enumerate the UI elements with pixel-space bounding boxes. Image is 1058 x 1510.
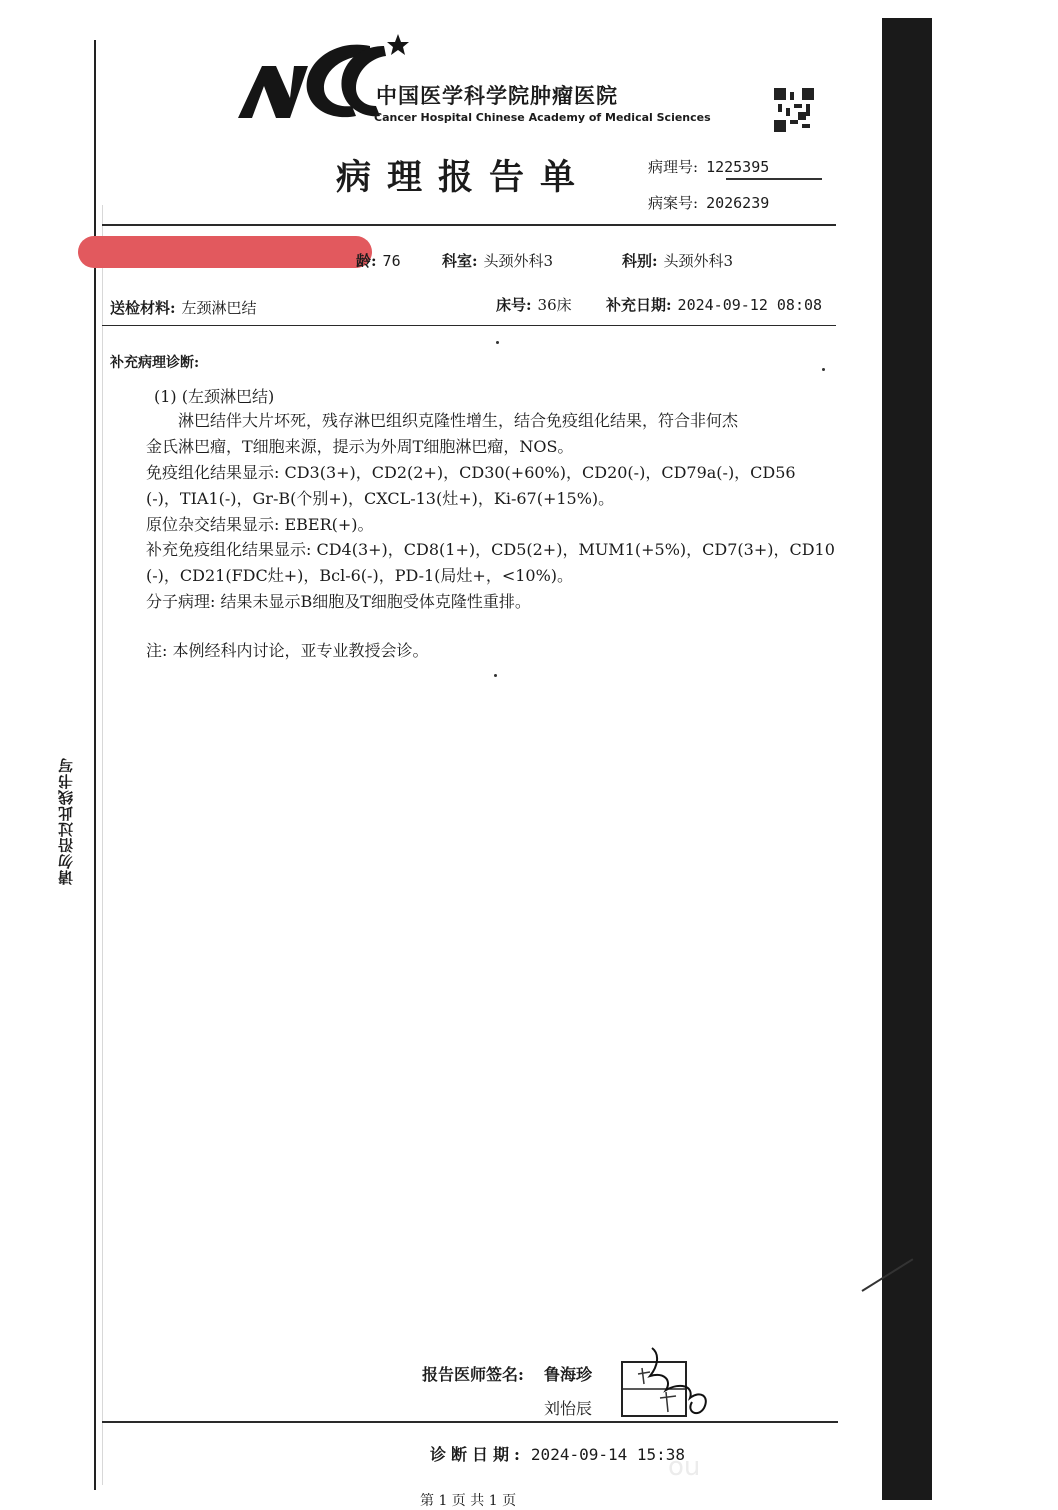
hospital-name-cn: 中国医学科学院肿瘤医院: [376, 83, 618, 108]
patient-age: 龄: 76: [356, 252, 401, 270]
diagnosis-title: 补充病理诊断:: [110, 355, 200, 371]
scan-right-margin: [932, 18, 1058, 1500]
scan-speck: [494, 674, 497, 677]
margin-warning: 请勿沿过此线书写: [57, 757, 75, 885]
qr-code-icon: [774, 88, 814, 132]
redaction-bar: [78, 236, 372, 268]
scan-speck: [496, 341, 499, 344]
case-number: [648, 192, 769, 213]
pathology-number-label: 病理号:: [648, 158, 699, 176]
pathology-number-value: 1225395: [706, 158, 770, 176]
diagnosis-note: 注: 本例经科内讨论，亚专业教授会诊。: [146, 641, 429, 660]
scan-dark-edge: [882, 18, 932, 1500]
specimen: 送检材料: 左颈淋巴结: [110, 299, 257, 317]
watermark: ou: [668, 1452, 701, 1482]
diagnosis-line: (1) (左颈淋巴结): [154, 387, 275, 406]
diagnosis-line: (-)，TIA1(-)，Gr-B(个别+)，CXCL-13(灶+)，Ki-67(+15%)。: [146, 489, 615, 508]
divider: [102, 1421, 838, 1423]
signature-label: 报告医师签名:: [422, 1365, 524, 1384]
bed-number: 床号: 36床: [496, 296, 572, 314]
diagnosis-line: (-)，CD21(FDC灶+)，Bcl-6(-)，PD-1(局灶+，<10%)。: [146, 566, 574, 585]
diagnosis-line: 分子病理: 结果未显示B细胞及T细胞受体克隆性重排。: [146, 592, 531, 611]
diagnosis-date: 诊断日期: 2024-09-14 15:38: [430, 1445, 686, 1464]
scan-speck: [822, 368, 825, 371]
page-footer: 第 1 页 共 1 页: [420, 1493, 517, 1509]
case-number-value: 2026239: [706, 194, 770, 212]
doctor-name: 鲁海珍: [544, 1365, 593, 1384]
page-title: 病理报告单: [336, 157, 592, 198]
patient-division: 科别: 头颈外科3: [622, 252, 734, 270]
diagnosis-line: 免疫组化结果显示: CD3(3+)，CD2(2+)，CD30(+60%)，CD20(-)，CD79a(-)，CD56: [146, 463, 796, 482]
signature-stamp-icon: [620, 1346, 720, 1422]
underline: [726, 178, 822, 180]
divider: [102, 224, 836, 226]
diagnosis-line: 补充免疫组化结果显示: CD4(3+)，CD8(1+)，CD5(2+)，MUM1(+5%)，CD7(3+)，CD10: [146, 540, 835, 559]
diagnosis-line: 金氏淋巴瘤，T细胞来源，提示为外周T细胞淋巴瘤，NOS。: [146, 437, 574, 456]
patient-department: 科室: 头颈外科3: [442, 252, 554, 270]
doctor-name: 刘怡辰: [544, 1399, 593, 1418]
supplement-date: 补充日期: 2024-09-12 08:08: [606, 296, 823, 314]
case-number-label: 病案号:: [648, 194, 699, 212]
diagnosis-line: 淋巴结伴大片坏死，残存淋巴组织克隆性增生，结合免疫组化结果，符合非何杰: [146, 411, 739, 430]
margin-line: [102, 205, 103, 1485]
divider: [102, 325, 836, 326]
pathology-number: [648, 156, 769, 177]
diagnosis-line: 原位杂交结果显示: EBER(+)。: [146, 515, 374, 534]
hospital-name-en: Cancer Hospital Chinese Academy of Medical Sciences: [374, 111, 711, 124]
